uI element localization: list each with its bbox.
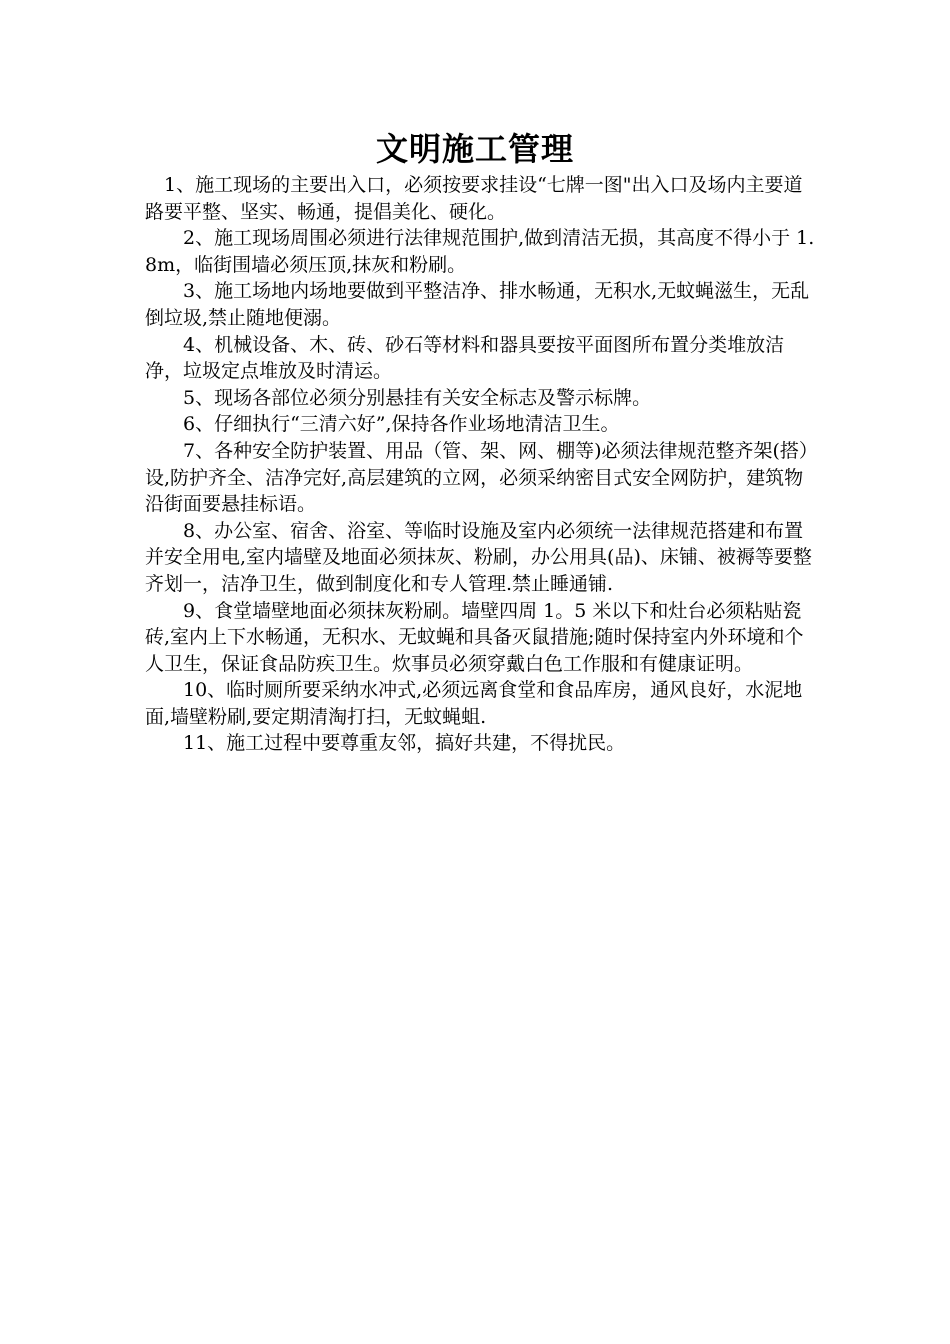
paragraph-8: 8、办公室、宿舍、浴室、等临时设施及室内必须统一法律规范搭建和布置并安全用电,室内墙壁及地面必须抹灰、粉刷，办公用具(品)、床铺、被褥等要整齐划一，洁净卫生，做到制度化和专人管理.禁止睡通铺.	[145, 519, 812, 595]
paragraph-11: 11、施工过程中要尊重友邻，搞好共建，不得扰民。	[183, 732, 626, 755]
paragraph-2: 2、施工现场周围必须进行法律规范围护,做到清洁无损，其高度不得小于 1.8m，临街围墙必须压顶,抹灰和粉刷。	[145, 227, 815, 276]
paragraph-3: 3、施工场地内场地要做到平整洁净、排水畅通，无积水,无蚊蝇滋生，无乱倒垃圾,禁止随地便溺。	[145, 280, 810, 329]
paragraph-10: 10、临时厕所要采纳水冲式,必须远离食堂和食品库房，通风良好，水泥地面,墙壁粉刷,要定期清淘打扫，无蚊蝇蛆.	[145, 679, 803, 728]
paragraph-1: 1、施工现场的主要出入口，必须按要求挂设“七牌一图"出入口及场内主要道路要平整、坚实、畅通，提倡美化、硬化。	[145, 174, 803, 223]
paragraph-9: 9、食堂墙壁地面必须抹灰粉刷。墙壁四周 1。5 米以下和灶台必须粘贴瓷砖,室内上下水畅通，无积水、无蚊蝇和具备灭鼠措施;随时保持室内外环境和个人卫生，保证食品防疾卫生。炊事员必须穿戴白色工作服和有健康证明。	[145, 599, 804, 675]
document-body	[145, 172, 815, 757]
document-title: 文明施工管理	[375, 130, 574, 168]
paragraph-5: 5、现场各部位必须分别悬挂有关安全标志及警示标牌。	[183, 386, 652, 409]
paragraph-6: 6、仔细执行“三清六好”,保持各作业场地清洁卫生。	[183, 413, 620, 436]
paragraph-7: 7、各种安全防护装置、用品（管、架、网、棚等)必须法律规范整齐架(搭）设,防护齐全、洁净完好,高层建筑的立网，必须采纳密目式安全网防护，建筑物沿街面要悬挂标语。	[145, 439, 809, 516]
paragraph-4: 4、机械设备、木、砖、砂石等材料和器具要按平面图所布置分类堆放洁净，垃圾定点堆放及时清运。	[145, 333, 785, 383]
